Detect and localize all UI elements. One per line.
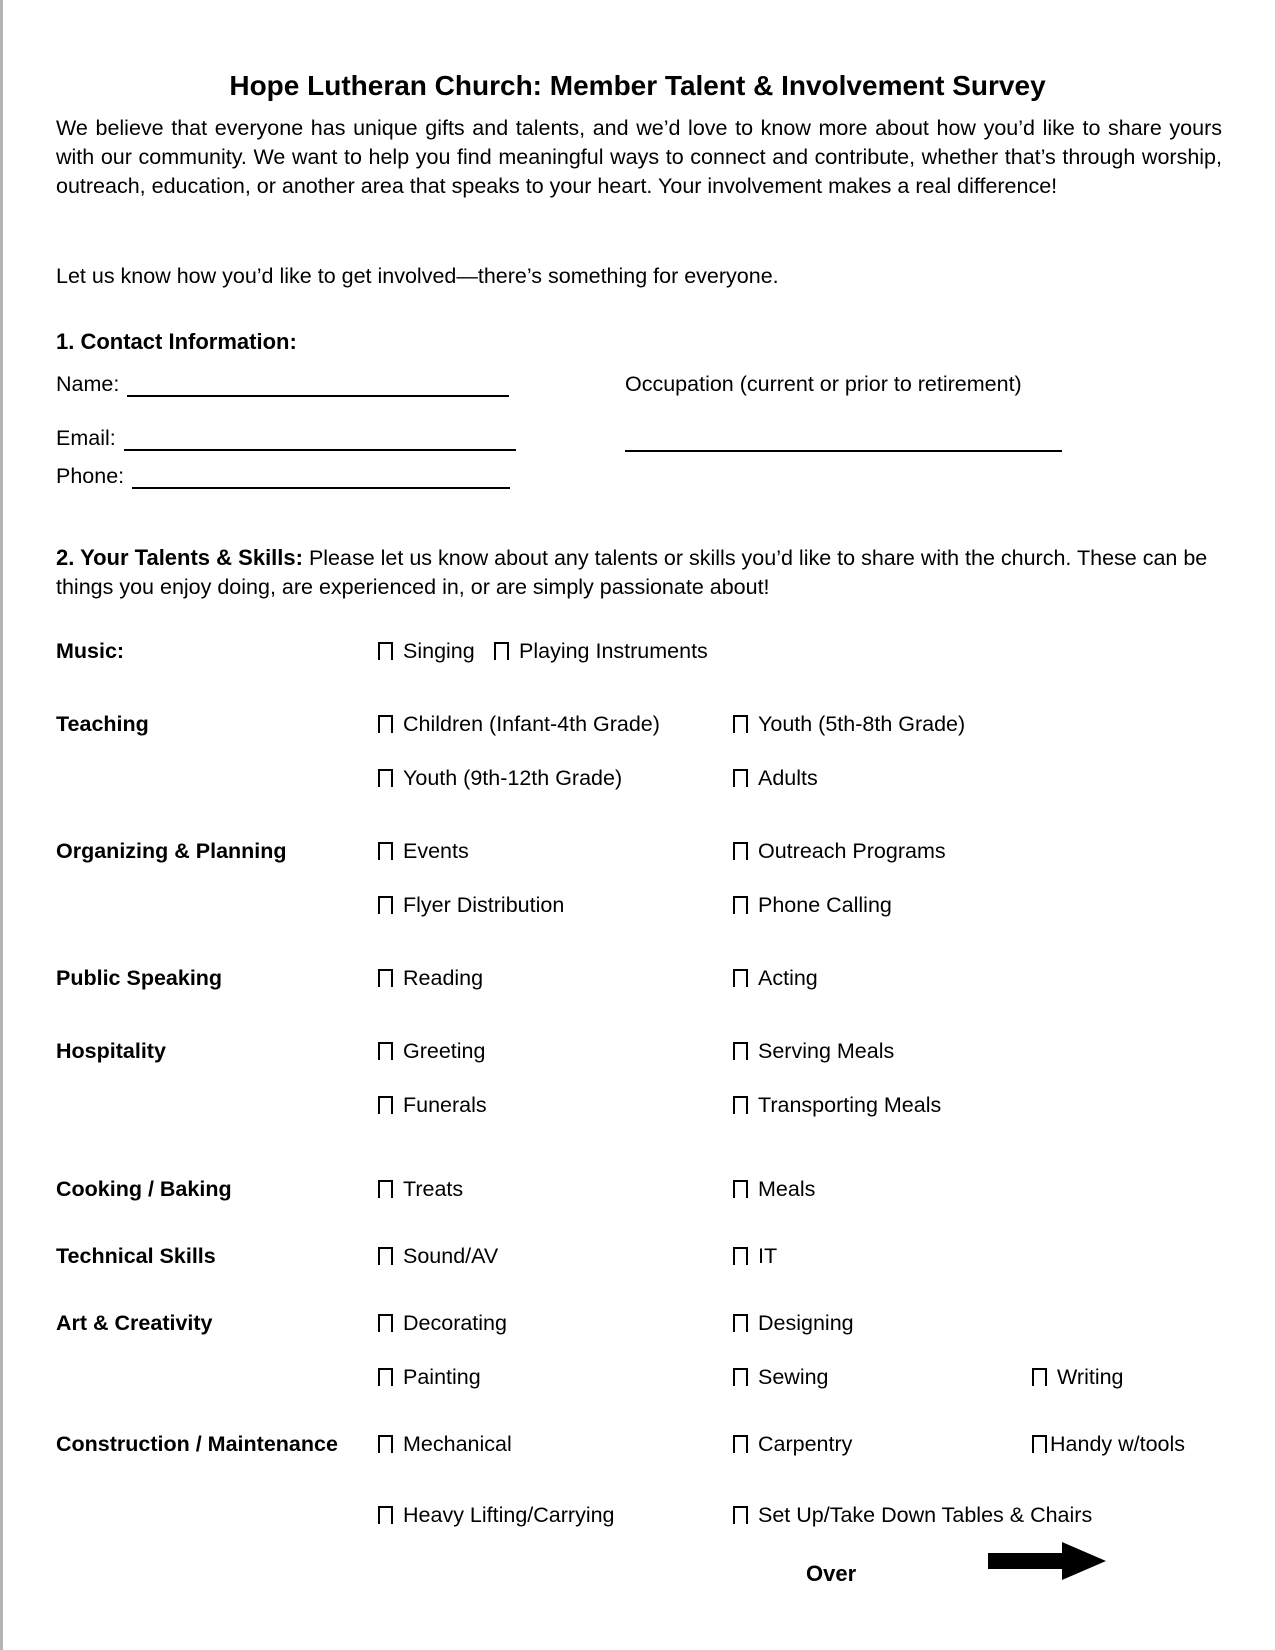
email-label: Email: <box>56 426 116 450</box>
contact-section-heading: 1. Contact Information: <box>56 329 297 354</box>
skills-row-art-2 <box>0 1365 1275 1391</box>
category-label-public-speaking: Public Speaking <box>56 966 223 990</box>
email-field[interactable] <box>124 429 516 451</box>
phone-row <box>56 464 510 489</box>
skills-row-public-speaking <box>0 966 1275 992</box>
phone-label: Phone: <box>56 464 125 488</box>
checkbox-acting-icon[interactable] <box>733 969 748 987</box>
checkbox-youth-9-12-icon[interactable] <box>378 769 393 787</box>
skills-row-construction-2 <box>0 1503 1275 1529</box>
right-arrow-icon <box>986 1538 1108 1584</box>
page-scan-edge <box>0 0 3 1650</box>
option-label: Set Up/Take Down Tables & Chairs <box>758 1503 1093 1527</box>
skills-row-construction-1 <box>0 1432 1275 1458</box>
option-label: Heavy Lifting/Carrying <box>403 1503 615 1527</box>
skills-row-teaching-1 <box>0 712 1275 738</box>
option-mechanical <box>378 1432 512 1457</box>
checkbox-setup-takedown-icon[interactable] <box>733 1506 748 1524</box>
checkbox-youth-5-8-icon[interactable] <box>733 715 748 733</box>
option-label: Singing <box>403 639 475 663</box>
option-label: Adults <box>758 766 818 790</box>
email-row <box>56 426 516 451</box>
option-carpentry <box>733 1432 852 1457</box>
option-treats <box>378 1177 463 1202</box>
option-label: IT <box>758 1244 778 1268</box>
checkbox-children-icon[interactable] <box>378 715 393 733</box>
option-outreach-programs <box>733 839 946 864</box>
category-label-art: Art & Creativity <box>56 1311 213 1335</box>
name-row <box>56 372 509 397</box>
option-label: Youth (5th-8th Grade) <box>758 712 966 736</box>
option-label: Events <box>403 839 469 863</box>
skills-row-hospitality-1 <box>0 1039 1275 1065</box>
category-label-construction: Construction / Maintenance <box>56 1432 338 1456</box>
skills-row-hospitality-2 <box>0 1093 1275 1119</box>
option-youth-9-12 <box>378 766 622 791</box>
checkbox-serving-meals-icon[interactable] <box>733 1042 748 1060</box>
option-label: Funerals <box>403 1093 487 1117</box>
option-flyer-distribution <box>378 893 564 918</box>
option-sound-av <box>378 1244 498 1269</box>
checkbox-handy-with-tools-icon[interactable] <box>1032 1435 1047 1453</box>
option-phone-calling <box>733 893 892 918</box>
category-label-technical: Technical Skills <box>56 1244 216 1268</box>
option-sewing <box>733 1365 829 1390</box>
checkbox-outreach-programs-icon[interactable] <box>733 842 748 860</box>
checkbox-sewing-icon[interactable] <box>733 1368 748 1386</box>
skills-row-organizing-1 <box>0 839 1275 865</box>
option-serving-meals <box>733 1039 894 1064</box>
option-label: Mechanical <box>403 1432 512 1456</box>
checkbox-treats-icon[interactable] <box>378 1180 393 1198</box>
option-heavy-lifting <box>378 1503 615 1528</box>
option-greeting <box>378 1039 485 1064</box>
option-label: Acting <box>758 966 818 990</box>
over-label: Over <box>806 1561 857 1586</box>
option-decorating <box>378 1311 507 1336</box>
skills-row-cooking <box>0 1177 1275 1203</box>
checkbox-designing-icon[interactable] <box>733 1314 748 1332</box>
checkbox-funerals-icon[interactable] <box>378 1096 393 1114</box>
option-label: Decorating <box>403 1311 507 1335</box>
checkbox-greeting-icon[interactable] <box>378 1042 393 1060</box>
checkbox-carpentry-icon[interactable] <box>733 1435 748 1453</box>
option-label: Carpentry <box>758 1432 853 1456</box>
option-label: Playing Instruments <box>519 639 708 663</box>
checkbox-flyer-distribution-icon[interactable] <box>378 896 393 914</box>
option-meals <box>733 1177 815 1202</box>
option-label: Reading <box>403 966 484 990</box>
phone-field[interactable] <box>132 467 510 489</box>
option-label: Sewing <box>758 1365 829 1389</box>
skills-row-technical <box>0 1244 1275 1270</box>
option-label: Children (Infant-4th Grade) <box>403 712 660 736</box>
option-writing <box>1032 1365 1124 1390</box>
option-label: Meals <box>758 1177 816 1201</box>
talents-heading-text: Please let us know about any talents or skills you’d like to share with the church. These can be things you enjoy doing, are experienced in, or are simply passionate about! <box>56 546 1208 599</box>
talents-heading-bold: 2. Your Talents & Skills: <box>56 545 303 570</box>
checkbox-decorating-icon[interactable] <box>378 1314 393 1332</box>
option-label: Handy w/tools <box>1050 1432 1186 1456</box>
checkbox-phone-calling-icon[interactable] <box>733 896 748 914</box>
checkbox-playing-instruments-icon[interactable] <box>494 642 509 660</box>
checkbox-events-icon[interactable] <box>378 842 393 860</box>
option-designing <box>733 1311 854 1336</box>
option-acting <box>733 966 818 991</box>
option-adults <box>733 766 818 791</box>
option-label: Sound/AV <box>403 1244 499 1268</box>
checkbox-singing-icon[interactable] <box>378 642 393 660</box>
option-label: Writing <box>1057 1365 1124 1389</box>
option-label: Serving Meals <box>758 1039 895 1063</box>
category-label-music: Music: <box>56 639 125 663</box>
checkbox-heavy-lifting-icon[interactable] <box>378 1506 393 1524</box>
option-transporting-meals <box>733 1093 941 1118</box>
checkbox-meals-icon[interactable] <box>733 1180 748 1198</box>
option-singing <box>378 639 475 664</box>
option-playing-instruments <box>494 639 708 664</box>
checkbox-transporting-meals-icon[interactable] <box>733 1096 748 1114</box>
category-label-cooking: Cooking / Baking <box>56 1177 232 1201</box>
option-children <box>378 712 660 737</box>
option-label: Treats <box>403 1177 464 1201</box>
checkbox-sound-av-icon[interactable] <box>378 1247 393 1265</box>
option-label: Youth (9th-12th Grade) <box>403 766 623 790</box>
skills-row-art-1 <box>0 1311 1275 1337</box>
page-title: Hope Lutheran Church: Member Talent & Involvement Survey <box>229 70 1046 101</box>
option-handy-with-tools <box>1032 1432 1185 1457</box>
name-field[interactable] <box>127 375 509 397</box>
checkbox-reading-icon[interactable] <box>378 969 393 987</box>
option-label: Greeting <box>403 1039 486 1063</box>
option-label: Designing <box>758 1311 854 1335</box>
skills-row-organizing-2 <box>0 893 1275 919</box>
invitation-line: Let us know how you’d like to get involved—there’s something for everyone. <box>56 264 779 288</box>
checkbox-painting-icon[interactable] <box>378 1368 393 1386</box>
checkbox-writing-icon[interactable] <box>1032 1368 1047 1386</box>
category-label-organizing: Organizing & Planning <box>56 839 287 863</box>
category-label-teaching: Teaching <box>56 712 149 736</box>
skills-row-teaching-2 <box>0 766 1275 792</box>
option-label: Painting <box>403 1365 481 1389</box>
option-events <box>378 839 469 864</box>
checkbox-mechanical-icon[interactable] <box>378 1435 393 1453</box>
option-youth-5-8 <box>733 712 965 737</box>
option-funerals <box>378 1093 487 1118</box>
option-setup-takedown <box>733 1503 1092 1528</box>
option-label: Flyer Distribution <box>403 893 565 917</box>
option-label: Phone Calling <box>758 893 892 917</box>
option-it <box>733 1244 777 1269</box>
category-label-hospitality: Hospitality <box>56 1039 166 1063</box>
occupation-label: Occupation (current or prior to retirement) <box>625 372 1022 396</box>
skills-row-music <box>0 639 1275 665</box>
option-label: Outreach Programs <box>758 839 946 863</box>
option-label: Transporting Meals <box>758 1093 942 1117</box>
occupation-field[interactable] <box>625 426 1062 452</box>
option-reading <box>378 966 483 991</box>
checkbox-adults-icon[interactable] <box>733 769 748 787</box>
checkbox-it-icon[interactable] <box>733 1247 748 1265</box>
option-painting <box>378 1365 481 1390</box>
talents-section-heading <box>56 543 1222 602</box>
intro-paragraph: We believe that everyone has unique gifts and talents, and we’d love to know more about how you’d like to share yours with our community. We want to help you find meaningful ways to connect and contribute, whether that’s through worship, outreach, education, or another area that speaks to your heart. Your involvement makes a real difference! <box>56 116 1222 198</box>
name-label: Name: <box>56 372 120 396</box>
